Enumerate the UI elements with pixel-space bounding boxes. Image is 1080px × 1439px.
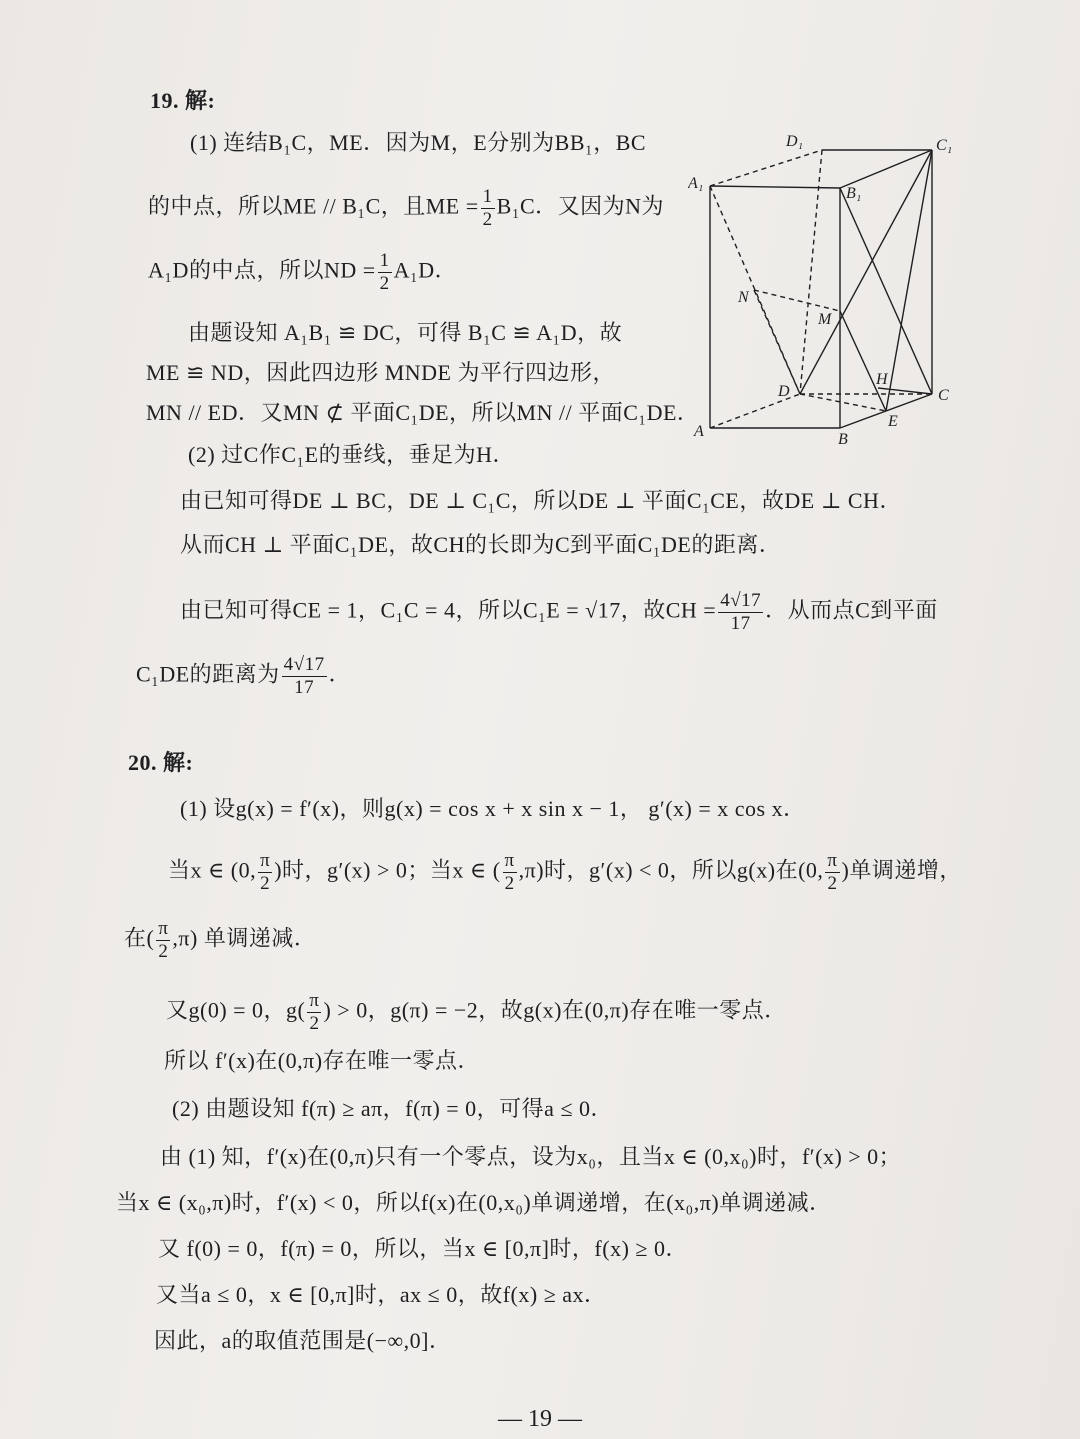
q20-line-1: (1) 设g(x) = f′(x)，则g(x) = cos x + x sin x − 1， g′(x) = x cos x． xyxy=(180,796,806,821)
q19-header: 19. 解: xyxy=(150,88,216,113)
label-C: C xyxy=(938,387,949,404)
q19-line-11: C₁DE的距离为 $\frac{4√17}{17}$ ． xyxy=(136,654,352,698)
fraction: $\frac{4√17}{17}$ xyxy=(720,590,762,634)
label-B1: B₁ xyxy=(846,185,862,202)
fraction: $\frac{\pi}{2}$ xyxy=(827,850,838,894)
q20-line-10: 又当a ≤ 0，x ∈ [0,π]时，ax ≤ 0，故f(x) ≥ ax． xyxy=(156,1282,607,1307)
q20-line-9: 又 f(0) = 0，f(π) = 0，所以，当x ∈ [0,π]时，f(x) ≥ 0． xyxy=(158,1236,688,1261)
q19-line-3: A₁D的中点，所以ND = $\frac{1}{2}$ A₁D． xyxy=(148,250,458,294)
page-number: — 19 — xyxy=(498,1406,582,1432)
label-M: M xyxy=(818,311,832,328)
q20-line-7: 由 (1) 知，f′(x)在(0,π)只有一个零点，设为x₀，且当x ∈ (0,x₀)时，f′(x) > 0； xyxy=(160,1144,902,1169)
fraction: $\frac{\pi}{2}$ xyxy=(158,918,169,962)
fraction: $\frac{1}{2}$ xyxy=(379,250,390,294)
q19-line-6: MN // ED．又MN ⊄ 平面C₁DE，所以MN // 平面C₁DE． xyxy=(146,400,700,425)
q19-line-1: (1) 连结B₁C，ME．因为M，E分别为BB₁，BC xyxy=(190,130,647,155)
q19-line-5: ME ≌ ND，因此四边形 MNDE 为平行四边形， xyxy=(146,360,615,385)
fraction: $\frac{4√17}{17}$ xyxy=(283,654,325,698)
label-H: H xyxy=(876,371,888,388)
q19-line-10: 由已知可得CE = 1，C₁C = 4，所以C₁E = √17，故CH = $\frac{4√17}{17}$ ．从而点C到平面 xyxy=(180,590,938,634)
q19-line-8: 由已知可得DE ⊥ BC，DE ⊥ C₁C，所以DE ⊥ 平面C₁CE，故DE ⊥ CH． xyxy=(180,488,902,513)
label-E: E xyxy=(888,413,898,430)
q20-line-11: 因此，a的取值范围是(−∞,0]． xyxy=(154,1328,452,1353)
q19-line-9: 从而CH ⊥ 平面C₁DE，故CH的长即为C到平面C₁DE的距离． xyxy=(180,532,782,557)
q20-line-2: 当x ∈ (0, $\frac{\pi}{2}$ )时，g′(x) > 0；当x ∈ ( $\frac{\pi}{2}$ ,π)时，g′(x) < 0，所以g(x)在(0, $\frac{\pi}{2}$ )单调递增， xyxy=(168,850,962,894)
fraction: $\frac{\pi}{2}$ xyxy=(309,990,320,1034)
q20-line-3: 在( $\frac{\pi}{2}$ ,π) 单调递减． xyxy=(124,918,317,962)
fraction: $\frac{\pi}{2}$ xyxy=(504,850,515,894)
fraction: $\frac{1}{2}$ xyxy=(482,186,493,230)
q19-line-7: (2) 过C作C₁E的垂线，垂足为H． xyxy=(188,442,515,467)
q20-line-6: (2) 由题设知 f(π) ≥ aπ，f(π) = 0，可得a ≤ 0． xyxy=(172,1096,614,1121)
label-D: D xyxy=(778,383,790,400)
label-B: B xyxy=(838,431,848,448)
label-A1: A₁ xyxy=(688,175,704,192)
q20-line-4: 又g(0) = 0，g( $\frac{\pi}{2}$ ) > 0，g(π) = −2，故g(x)在(0,π)存在唯一零点． xyxy=(166,990,787,1034)
label-D1: D₁ xyxy=(786,133,804,150)
q19-line-2: 的中点，所以ME // B₁C，且ME = $\frac{1}{2}$ B₁C．又因为N为 xyxy=(148,186,665,230)
q19-line-4: 由题设知 A₁B₁ ≌ DC，可得 B₁C ≌ A₁D，故 xyxy=(188,320,623,345)
fraction: $\frac{\pi}{2}$ xyxy=(260,850,271,894)
label-N: N xyxy=(738,289,749,306)
q20-line-8: 当x ∈ (x₀,π)时，f′(x) < 0，所以f(x)在(0,x₀)单调递增，在(x₀,π)单调递减． xyxy=(116,1190,832,1215)
q20-line-5: 所以 f′(x)在(0,π)存在唯一零点． xyxy=(164,1048,481,1073)
q20-header: 20. 解: xyxy=(128,750,194,775)
prism-figure xyxy=(688,128,970,460)
label-A: A xyxy=(694,423,704,440)
label-C1: C₁ xyxy=(936,137,953,154)
